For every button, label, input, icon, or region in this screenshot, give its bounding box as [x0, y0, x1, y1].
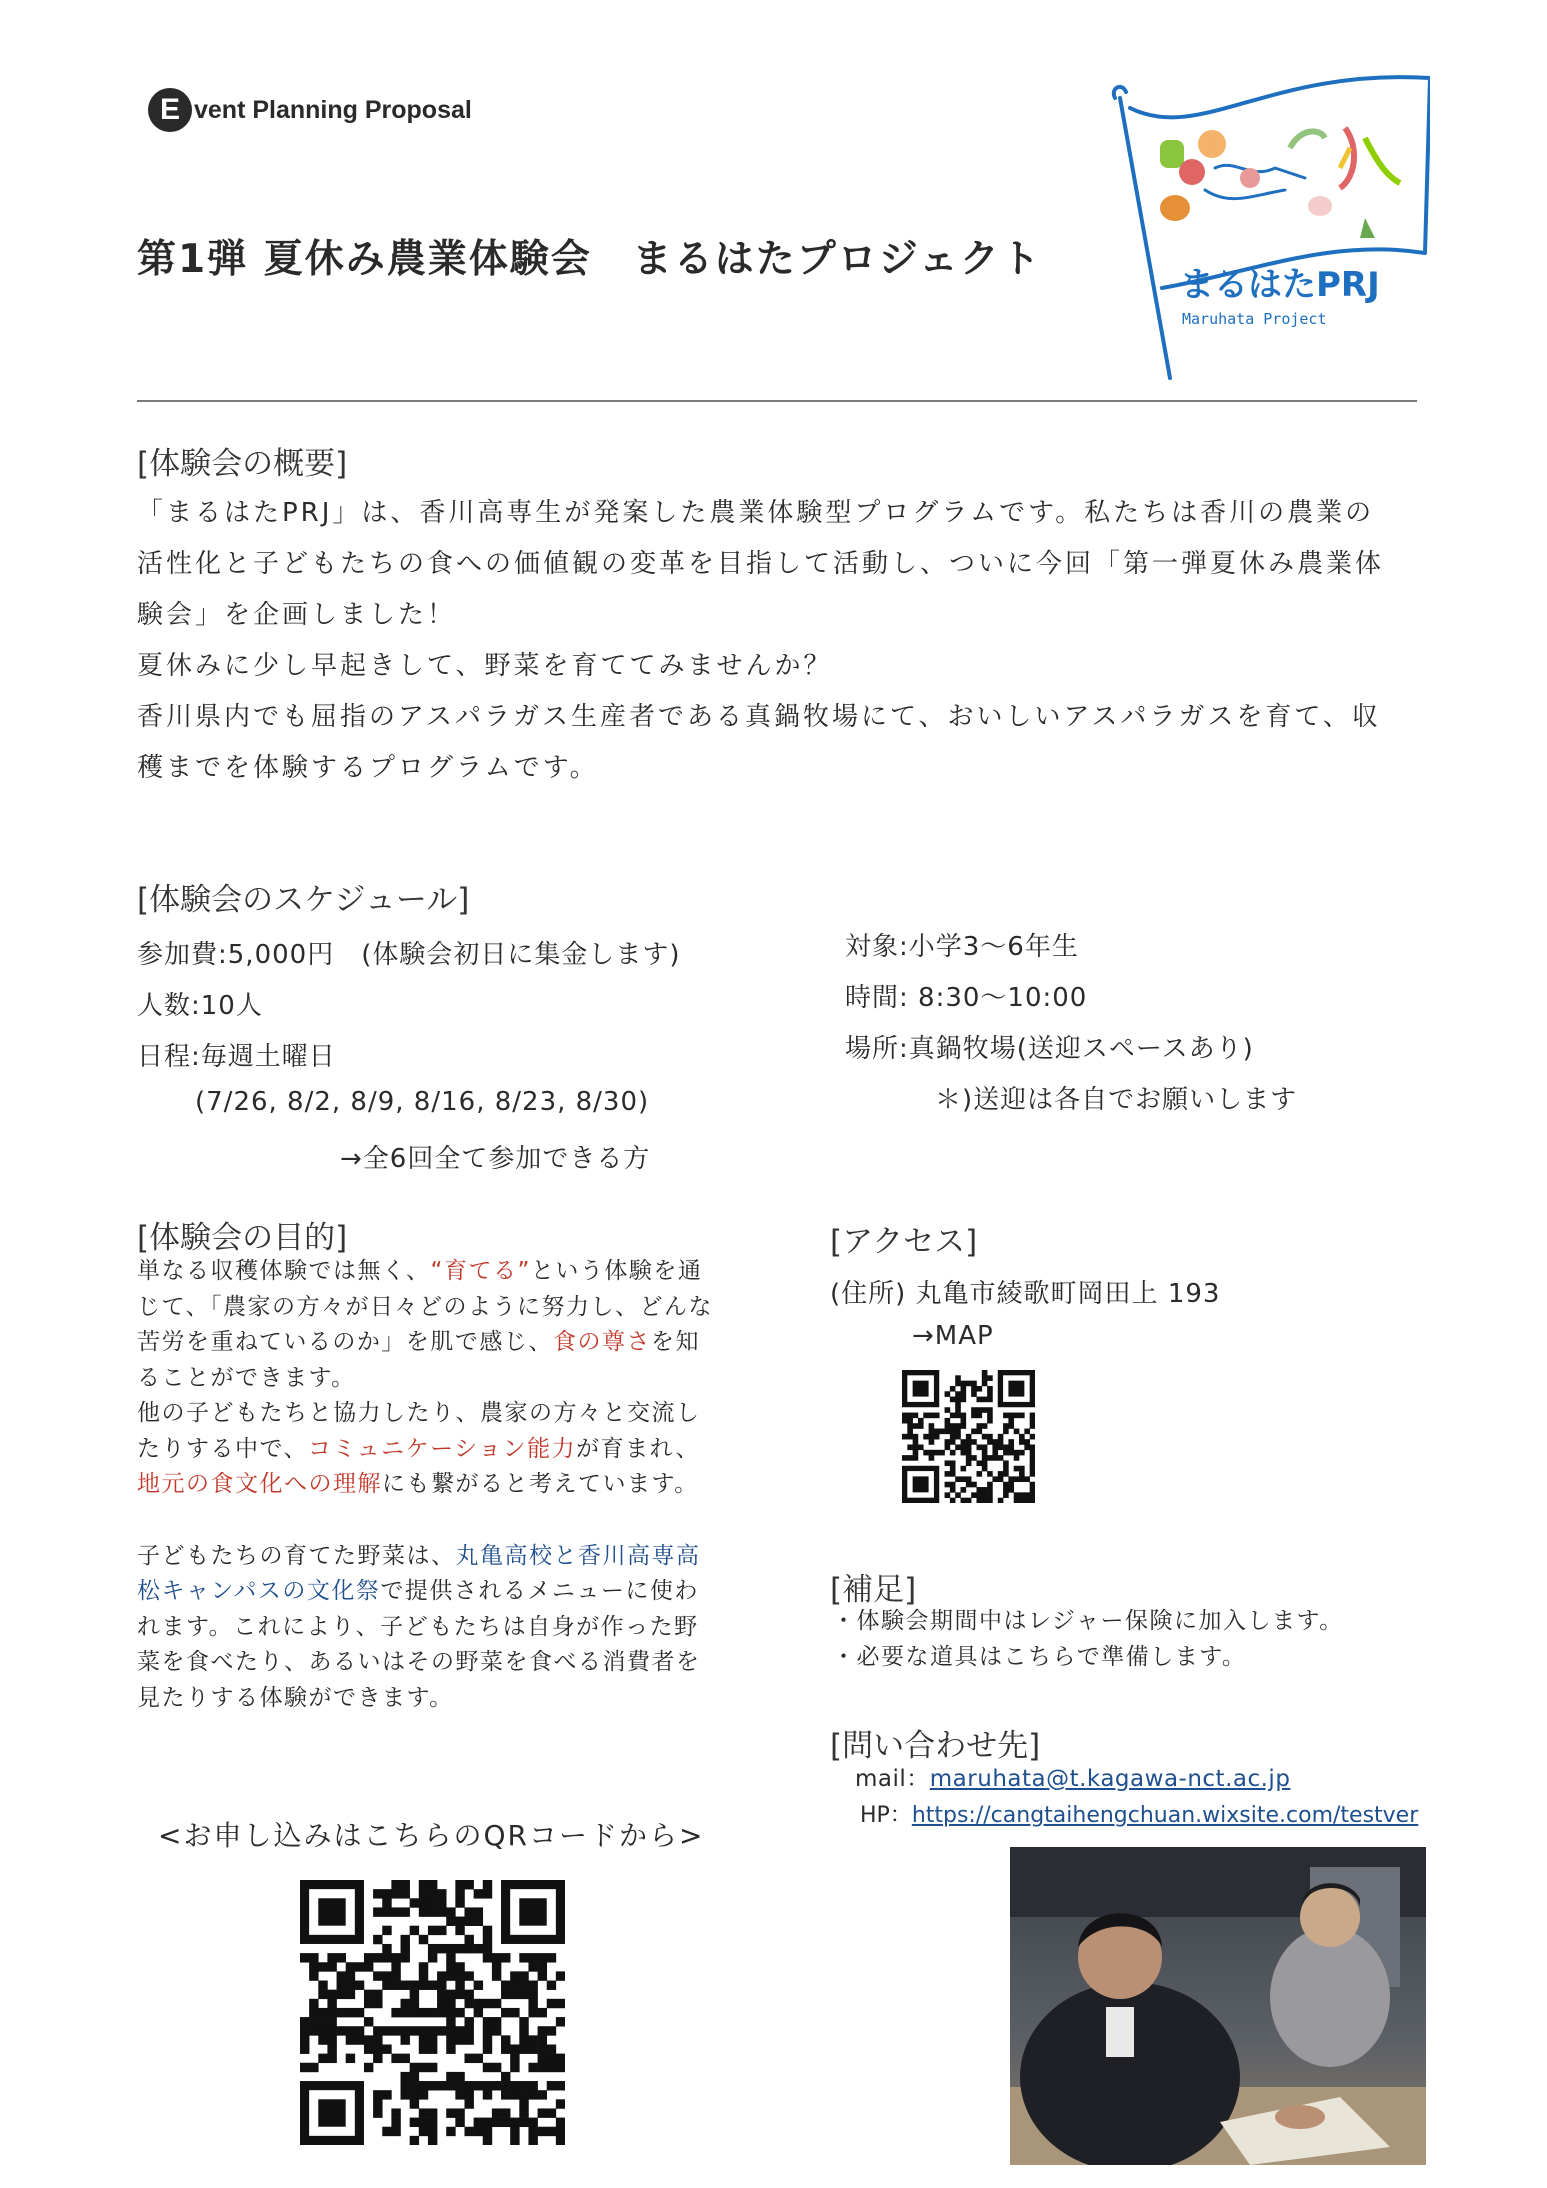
schedule-heading: [体験会のスケジュール] [137, 882, 470, 918]
purpose-text: が育まれ、 [576, 1435, 701, 1462]
highlight-red: 食の尊さ [552, 1329, 651, 1355]
purpose-text: にも繋がると考えています。 [382, 1471, 699, 1497]
logo-sub: Maruhata Project [1182, 310, 1327, 328]
purpose-heading: [体験会の目的] [137, 1220, 348, 1256]
brand-text: vent Planning Proposal [194, 95, 472, 124]
dates-note: →全6回全て参加できる方 [340, 1144, 651, 1174]
overview-line: 穫までを体験するプログラムです。 [137, 753, 599, 783]
time-text: 時間: 8:30〜10:00 [845, 983, 1088, 1013]
brand-initial: E [148, 88, 192, 132]
access-heading: [アクセス] [830, 1224, 978, 1260]
contact-mail-row [855, 1762, 1290, 1798]
dates-text: 日程:毎週土曜日 [137, 1042, 336, 1072]
purpose-paragraph-3 [137, 1539, 717, 1717]
purpose-text: という体験を通じて、「農家の方々が日々どのように努力し、どんな苦労を重ねているのか」を肌で感じ、 [137, 1258, 714, 1355]
map-link[interactable]: →MAP [912, 1321, 994, 1351]
highlight-red: 地元の食文化への理解 [137, 1471, 382, 1497]
notes-heading: [補足] [830, 1572, 917, 1608]
people-text: 人数:10人 [137, 991, 263, 1021]
notes-list [832, 1604, 1344, 1675]
address-text: (住所) 丸亀市綾歌町岡田上 193 [830, 1279, 1221, 1309]
maruhata-logo [1100, 68, 1430, 388]
overview-body [137, 488, 1437, 794]
overview-line: 験会」を企画しました！ [137, 600, 457, 630]
contact-heading: [問い合わせ先] [830, 1728, 1041, 1764]
team-photo [1010, 1847, 1426, 2165]
note-item: ・体験会期間中はレジャー保険に加入します。 [832, 1608, 1344, 1634]
place-text: 場所:真鍋牧場(送迎スペースあり) [845, 1034, 1254, 1064]
note-item: ・必要な道具はこちらで準備します。 [832, 1643, 1247, 1670]
mail-link[interactable]: maruhata@t.kagawa-nct.ac.jp [929, 1766, 1291, 1792]
highlight-blue: 丸亀高校と香川高専高松キャンパスの文化祭 [137, 1542, 701, 1604]
contact-hp-row [860, 1798, 1418, 1834]
hp-link[interactable]: https://cangtaihengchuan.wixsite.com/testver [911, 1803, 1419, 1828]
highlight-red: “育てる” [430, 1258, 531, 1284]
purpose-body [137, 1254, 717, 1716]
map-qr-code[interactable] [902, 1370, 1035, 1503]
overview-line: 香川県内でも屈指のアスパラガス生産者である真鍋牧場にて、おいしいアスパラガスを育て、収 [137, 702, 1381, 732]
purpose-text: で提供されるメニューに使われます。これにより、子どもたちは自身が作った野菜を食べたり、あるいはその野菜を食べる消費者を見たりする体験ができます。 [137, 1578, 701, 1711]
logo-name: まるはたPRJ [1180, 265, 1380, 305]
purpose-text: 単なる収穫体験では無く、 [137, 1258, 431, 1284]
apply-label: <お申し込みはこちらのQRコードから> [158, 1819, 705, 1852]
purpose-paragraph-1 [137, 1254, 717, 1396]
overview-line: 活性化と子どもたちの食への価値観の変革を目指して活動し、ついに今回「第一弾夏休み農業体 [137, 549, 1385, 579]
brand-mark [148, 88, 472, 132]
hp-label: HP： [860, 1803, 912, 1828]
dates-detail: (7/26, 8/2, 8/9, 8/16, 8/23, 8/30) [195, 1087, 650, 1117]
vegetable-icons [1160, 128, 1400, 238]
page-title: 第1弾 夏休み農業体験会 まるはたプロジェクト [137, 237, 1042, 282]
target-text: 対象:小学3〜6年生 [845, 932, 1079, 962]
overview-heading: [体験会の概要] [137, 446, 348, 482]
purpose-text: 子どもたちの育てた野菜は、 [137, 1542, 456, 1569]
purpose-paragraph-2 [137, 1396, 717, 1503]
purpose-text: を知ることができます。 [137, 1329, 700, 1391]
overview-line: 夏休みに少し早起きして、野菜を育ててみませんか？ [137, 651, 833, 681]
purpose-text: 他の子どもたちと協力したり、農家の方々と交流したりする中で、 [137, 1400, 701, 1462]
apply-qr-code[interactable] [300, 1880, 565, 2145]
fee-text: 参加費:5,000円 (体験会初日に集金します) [137, 940, 681, 970]
place-note: ＊)送迎は各自でお願いします [935, 1085, 1298, 1115]
overview-line: 「まるはたPRJ」は、香川高専生が発案した農業体験型プログラムです。私たちは香川の農業の [137, 498, 1375, 528]
header-divider [137, 400, 1417, 402]
mail-label: mail： [855, 1766, 930, 1792]
highlight-red: コミュニケーション能力 [308, 1435, 577, 1462]
